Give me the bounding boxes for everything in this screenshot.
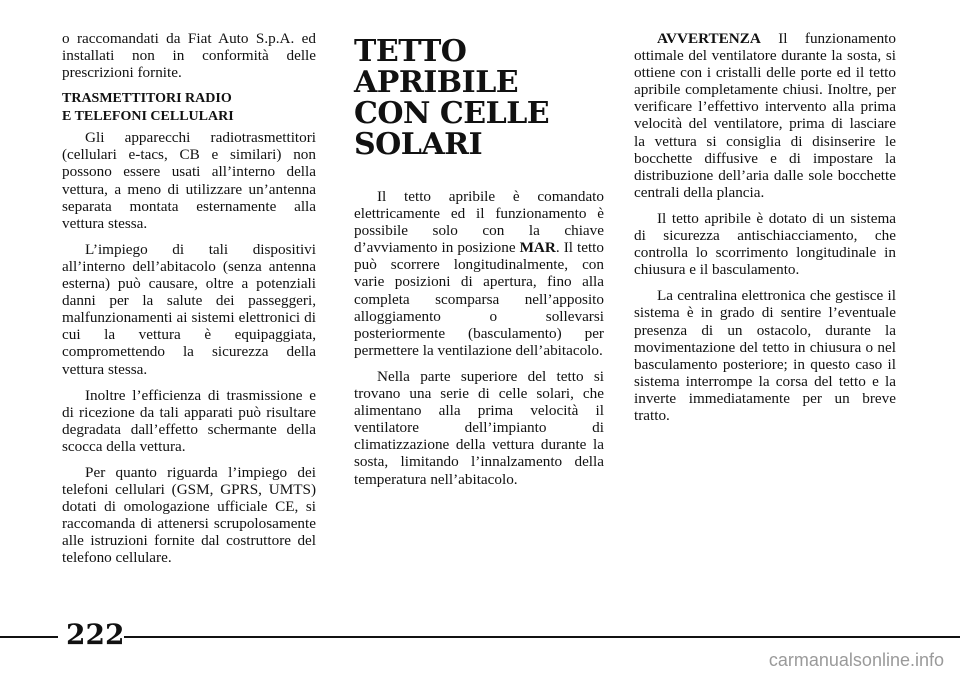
title-line-2: CON CELLE xyxy=(354,96,550,131)
section-heading-radio xyxy=(62,90,316,126)
title-line-3: SOLARI xyxy=(354,127,483,162)
heading-line-2: E TELEFONI CELLULARI xyxy=(62,109,234,125)
paragraph-4: Per quanto riguarda l’impiego dei telefoni cellulari (GSM, GPRS, UMTS) dotati di omologazione ufficiale CE, si raccomanda di attenersi scrupolosamente alle istruzioni fornite dal costruttore del telefono cellulare. xyxy=(62,463,316,567)
warning-text: Il funzionamento ottimale del ventilatore durante la sosta, si ottiene con i cristalli delle porte ed il tetto apribile completamente chiusi. Inoltre, per verificare l’effettivo intervento alla prima velocità del ventilatore, prima di lasciare la vettura si consiglia di disinserire le bocchette diffusive e di impostare la distribuzione dell’aria dalle sole bocchette centrali della plancia. xyxy=(634,30,896,201)
paragraph-2: L’impiego di tali dispositivi all’interno dell’abitacolo (senza antenna esterna) può causare, oltre a potenziali danni per la salute dei passeggeri, malfunzionamenti ai sistemi elettronici di cui la vettura è equipaggiata, compromettendo la sicurezza della vettura stessa. xyxy=(62,240,316,378)
paragraph-2: Nella parte superiore del tetto si trovano una serie di celle solari, che alimentano alla prima velocità il ventilatore dell’impianto di climatizzazione della vettura durante la sosta, limitando l’innalzamento della temperatura nell’abitacolo. xyxy=(354,367,604,488)
left-column xyxy=(62,30,316,576)
middle-column xyxy=(354,30,604,497)
paragraph-2: Il tetto apribile è dotato di un sistema di sicurezza antischiacciamento, che controlla lo scorrimento longitudinale in chiusura e il basculamento. xyxy=(634,209,896,279)
heading-line-1: TRASMETTITORI RADIO xyxy=(62,91,232,107)
right-column xyxy=(634,30,896,433)
p1-text-before: Il tetto apribile è comandato elettricamente ed il funzionamento è possibile solo con la chiave d’avviamento in posizione xyxy=(354,188,604,257)
paragraph-1: Gli apparecchi radiotrasmettitori (cellulari e-tacs, CB e similari) non possono essere usati all’interno della vettura, a meno di utilizzare un’antenna separata montata esternamente alla vettura stessa. xyxy=(62,129,316,232)
title-line-1: TETTO APRIBILE xyxy=(354,34,519,100)
warning-label: AVVERTENZA xyxy=(657,30,761,47)
paragraph-1 xyxy=(354,188,604,359)
watermark: carmanualsonline.info xyxy=(768,650,944,670)
paragraph-3: Inoltre l’efficienza di trasmissione e di ricezione da tali apparati può risultare degradata dall’effetto schermante della scocca della vettura. xyxy=(62,386,316,455)
page-number: 222 xyxy=(66,618,125,651)
paragraph-3: La centralina elettronica che gestisce il sistema è in grado di sentire l’eventuale presenza di un ostacolo, durante la movimentazione del tetto in chiusura o nel basculamento posteriore; in questo caso il sistema interrompe la corsa del tetto e la inverte immediatamente per un breve tratto. xyxy=(634,287,896,424)
mar-keyword: MAR xyxy=(519,239,556,257)
section-title xyxy=(354,36,604,160)
intro-paragraph: o raccomandati da Fiat Auto S.p.A. ed installati non in conformità delle prescrizioni fornite. xyxy=(62,30,316,82)
footer-rule-left xyxy=(0,636,58,638)
warning-paragraph xyxy=(634,30,896,201)
p1-text-after: . Il tetto può scorrere longitudinalmente, con varie posizioni di apertura, fino alla completa scomparsa nell’apposito alloggiamento o sollevarsi posteriormente (basculamento) per permettere la ventilazione dell’abitacolo. xyxy=(354,239,604,359)
footer-rule-right xyxy=(124,636,960,638)
